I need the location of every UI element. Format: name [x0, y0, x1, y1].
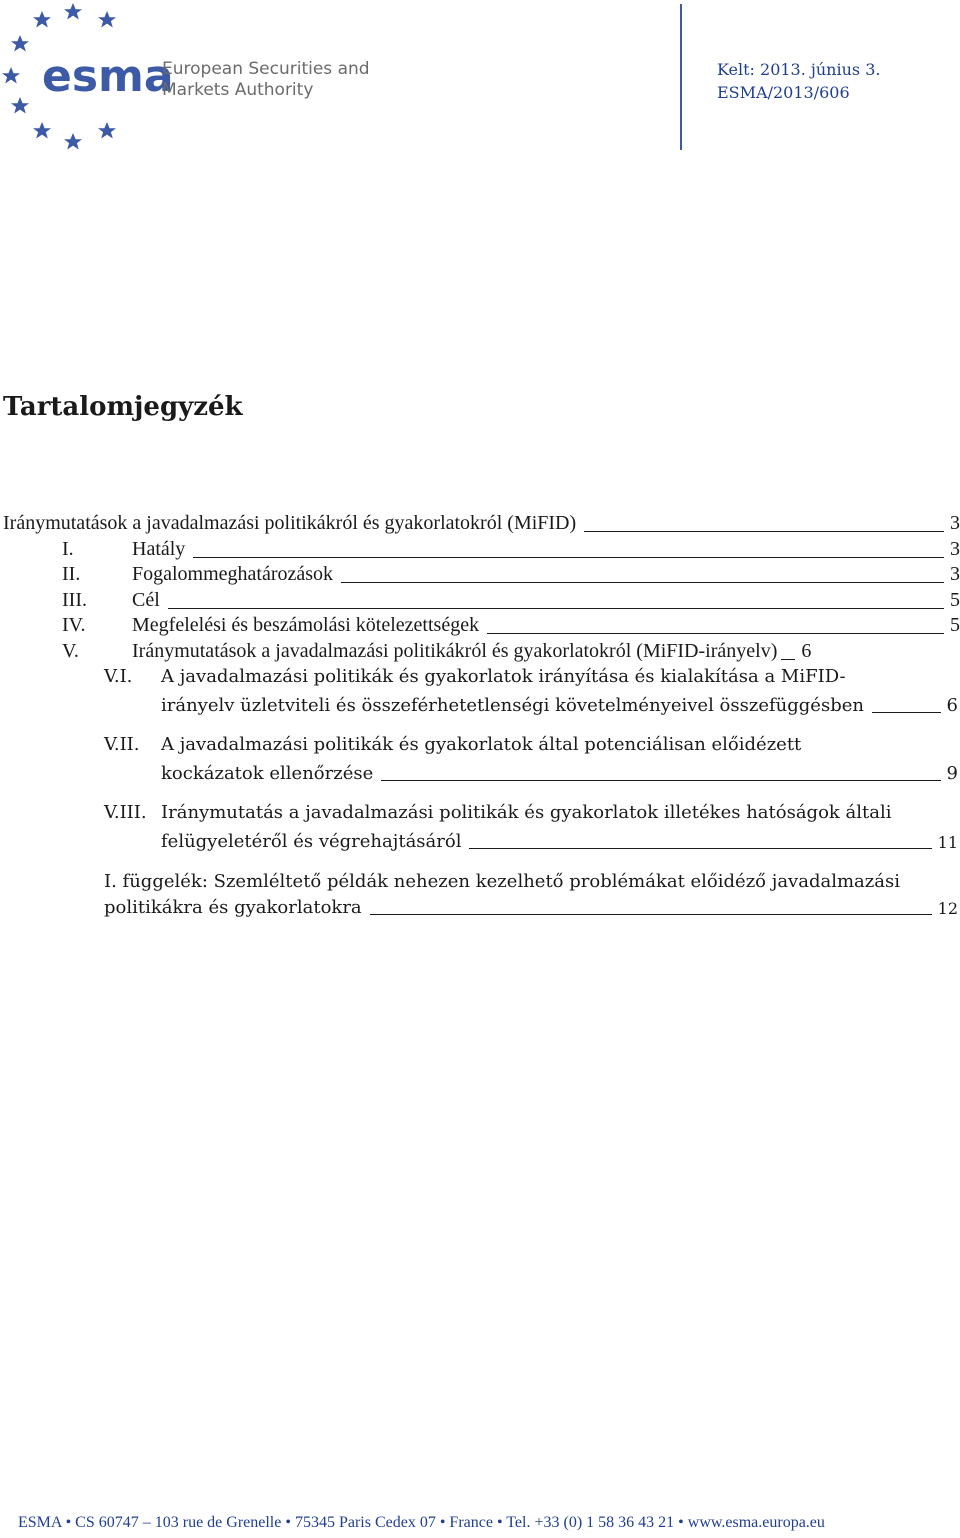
document-reference: ESMA/2013/606 [717, 83, 850, 102]
toc-entry-number: V.III. [104, 802, 147, 823]
logo-subtitle-1: European Securities and [162, 59, 370, 79]
toc-entry-text: Cél [132, 589, 160, 611]
toc-leader [168, 607, 944, 609]
toc-page-number: 5 [950, 614, 960, 636]
toc-entry[interactable] [62, 538, 960, 561]
page-footer: ESMA • CS 60747 – 103 rue de Grenelle • 75345 Paris Cedex 07 • France • Tel. +33 (0) 1 58 36 43 21 • www.esma.europa.eu [18, 1514, 825, 1531]
toc-leader [469, 847, 931, 849]
toc-leader [370, 913, 932, 915]
document-meta [717, 58, 880, 104]
esma-star-circle-icon [0, 0, 380, 160]
toc-entry-number: V.II. [104, 734, 140, 755]
page-header [0, 0, 960, 160]
toc-entry-text: Fogalommeghatározások [132, 563, 334, 585]
toc-entry-text-line2: irányelv üzletviteli és összeférhetetlenségi követelményeivel összefüggésben [161, 695, 864, 716]
toc-page-number: 12 [937, 899, 958, 918]
toc-entry-number: I. [62, 538, 74, 560]
toc-page-number: 5 [950, 589, 960, 611]
header-divider [680, 4, 682, 150]
toc-entry-number: IV. [62, 614, 86, 636]
toc-entry-text: Hatály [132, 538, 186, 560]
toc-leader [781, 658, 795, 660]
toc-page-number: 6 [946, 695, 958, 716]
document-date: Kelt: 2013. június 3. [717, 60, 881, 79]
toc-entry[interactable] [62, 614, 960, 637]
logo-wordmark: esma [42, 51, 174, 102]
toc-entry-text-line1[interactable]: A javadalmazási politikák és gyakorlatok által potenciálisan előidézett [161, 734, 802, 755]
toc-page-number: 3 [950, 563, 960, 585]
toc-entry[interactable] [3, 512, 960, 535]
toc-entry[interactable] [62, 589, 960, 612]
toc-entry-number: V.I. [104, 666, 133, 687]
toc-page-number: 9 [946, 763, 958, 784]
toc-entry-text: Iránymutatások a javadalmazási politikákról és gyakorlatokról (MiFID) [3, 512, 577, 534]
toc-leader [381, 779, 940, 781]
toc-entry-text-line1[interactable]: A javadalmazási politikák és gyakorlatok irányítása és kialakítása a MiFID- [161, 666, 846, 687]
toc-entry-text-line1[interactable]: I. függelék: Szemléltető példák nehezen kezelhető problémákat előidéző javadalmazási [104, 871, 900, 892]
toc-leader [487, 632, 944, 634]
toc-entry[interactable] [62, 640, 960, 663]
toc-leader [584, 530, 944, 532]
toc-entry-text: Megfelelési és beszámolási kötelezettségek [132, 614, 480, 636]
toc-page-number: 6 [801, 640, 812, 662]
toc-entry-text-line2: kockázatok ellenőrzése [161, 763, 374, 784]
toc-entry-number: III. [62, 589, 87, 611]
toc-page-number: 11 [937, 833, 958, 852]
toc-entry-text-line2: felügyeletéről és végrehajtásáról [161, 831, 462, 852]
toc-page-number: 3 [950, 512, 960, 534]
toc-entry[interactable] [62, 563, 960, 586]
logo-subtitle-2: Markets Authority [162, 80, 314, 100]
toc-page-number: 3 [950, 538, 960, 560]
toc-entry[interactable] [104, 897, 958, 918]
toc-entry-number: II. [62, 563, 81, 585]
toc-entry[interactable] [161, 695, 958, 716]
toc-entry-text: Iránymutatások a javadalmazási politikákról és gyakorlatokról (MiFID-irányelv) [132, 640, 778, 662]
toc-entry-text-line2: politikákra és gyakorlatokra [104, 897, 362, 918]
toc-entry-number: V. [62, 640, 79, 662]
toc-entry[interactable] [161, 763, 958, 784]
esma-logo [0, 0, 380, 160]
toc-leader [872, 711, 941, 713]
toc-title: Tartalomjegyzék [3, 392, 243, 422]
toc-leader [193, 556, 944, 558]
toc-leader [341, 581, 944, 583]
toc-entry-text-line1[interactable]: Iránymutatás a javadalmazási politikák és gyakorlatok illetékes hatóságok általi [161, 802, 892, 823]
toc-entry[interactable] [161, 831, 958, 852]
